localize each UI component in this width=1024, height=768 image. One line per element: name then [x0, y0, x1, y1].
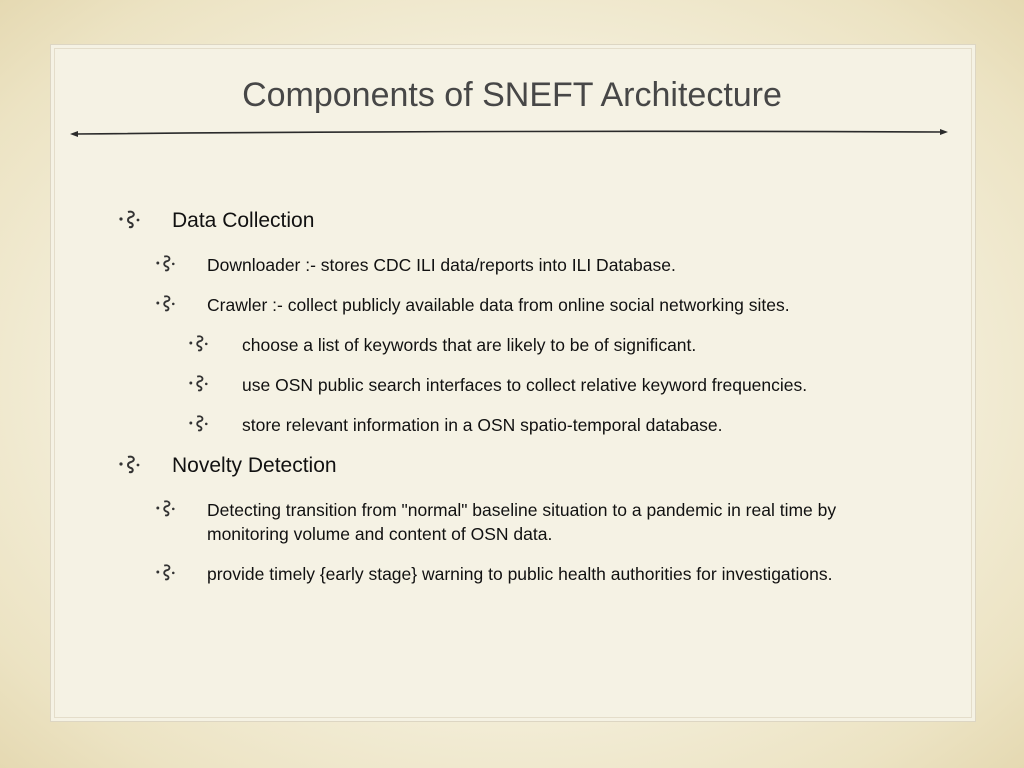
bullet-text-line2: monitoring volume and content of OSN data.	[207, 524, 553, 544]
fleuron-bullet-icon	[188, 413, 210, 433]
bullet-text-line1: Detecting transition from "normal" baseline situation to a pandemic in real time by	[207, 500, 837, 520]
fleuron-bullet-icon	[188, 373, 210, 393]
fleuron-bullet-icon	[118, 208, 142, 230]
fleuron-bullet-icon	[155, 498, 177, 518]
fleuron-bullet-icon	[155, 562, 177, 582]
fleuron-bullet-icon	[118, 453, 142, 475]
title-divider	[70, 126, 948, 142]
fleuron-bullet-icon	[188, 333, 210, 353]
fleuron-bullet-icon	[155, 253, 177, 273]
bullet-text: store relevant information in a OSN spatio-temporal database.	[242, 415, 723, 435]
bullet-text: Crawler :- collect publicly available data from online social networking sites.	[207, 295, 790, 315]
bullet-text: Downloader :- stores CDC ILI data/reports into ILI Database.	[207, 255, 676, 275]
slide-title: Components of SNEFT Architecture	[242, 76, 782, 114]
bullet-text: provide timely {early stage} warning to public health authorities for investigations.	[207, 564, 833, 584]
fleuron-bullet-icon	[155, 293, 177, 313]
bullet-text: choose a list of keywords that are likely to be of significant.	[242, 335, 697, 355]
bullet-text: use OSN public search interfaces to collect relative keyword frequencies.	[242, 375, 808, 395]
bullet-text: Novelty Detection	[172, 454, 337, 477]
bullet-text: Data Collection	[172, 209, 315, 232]
